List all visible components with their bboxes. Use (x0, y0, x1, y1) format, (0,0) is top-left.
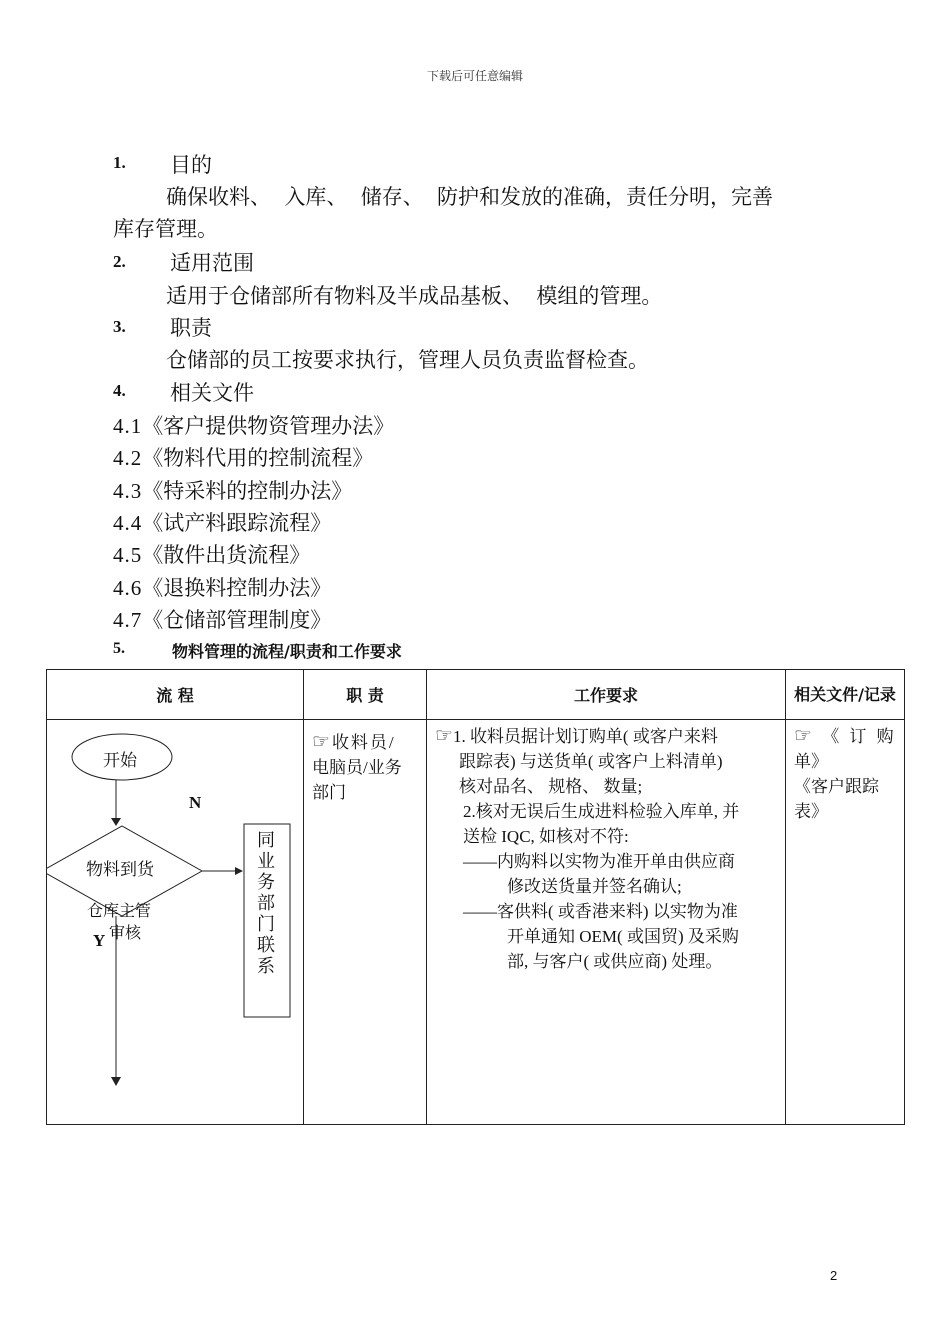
related-doc-title: 《散件出货流程》 (142, 543, 311, 567)
page-header: 下载后可任意编辑 (426, 69, 523, 83)
requirement-line (435, 724, 781, 749)
requirement-line: ——客供料( 或香港来料) 以实物为准 (463, 902, 738, 921)
related-doc-item (113, 572, 331, 602)
section-3-title: 职责 (170, 316, 212, 340)
requirement-line: 修改送货量并签名确认; (507, 877, 682, 896)
related-doc-number: 4.7 (113, 608, 143, 632)
approve-label-line-2: 审核 (109, 923, 142, 942)
table-header-row (47, 670, 905, 720)
docs-line-3: 《客户跟踪 (794, 777, 879, 796)
purpose-line-2: 库存管理。 (113, 217, 218, 241)
requirement-line: 2.核对无误后生成进料检验入库单, 并 (463, 802, 740, 821)
section-1-number: 1. (113, 153, 126, 172)
related-doc-item (113, 604, 331, 634)
table-row (47, 720, 905, 1125)
decision-label: 物料到货 (86, 860, 154, 880)
approve-label-line-1: 仓库主管 (87, 901, 152, 920)
section-3-number: 3. (113, 317, 126, 336)
pointing-hand-icon: ☞ (794, 725, 815, 747)
arrowhead-icon (111, 1077, 121, 1086)
requirement-line: ——内购料以实物为准开单由供应商 (463, 852, 735, 871)
requirements-cell (427, 720, 786, 1125)
header-requirements: 工作要求 (427, 670, 786, 720)
side-box-label: 同业务部门联系 (257, 830, 275, 977)
related-doc-item (113, 410, 394, 440)
related-doc-number: 4.4 (113, 511, 143, 535)
docs-line-2: 单》 (794, 752, 828, 771)
section-5-number: 5. (113, 640, 125, 657)
process-table (46, 669, 905, 1125)
related-doc-title: 《仓储部管理制度》 (142, 608, 332, 632)
scope-text: 适用于仓储部所有物料及半成品基板、 模组的管理。 (166, 284, 663, 308)
start-label: 开始 (103, 751, 137, 771)
related-doc-item (113, 442, 373, 472)
pointing-hand-icon: ☞ (435, 725, 453, 747)
section-2-title: 适用范围 (170, 251, 254, 275)
docs-text: 《 订 购 (822, 727, 897, 746)
docs-cell (786, 720, 905, 1125)
related-doc-number: 4.2 (113, 446, 143, 470)
requirement-line: 开单通知 OEM( 或国贸) 及采购 (507, 927, 739, 946)
related-doc-title: 《客户提供物资管理办法》 (142, 414, 395, 438)
pointing-hand-icon: ☞ (312, 731, 332, 753)
arrowhead-icon (111, 818, 121, 826)
section-1-title: 目的 (170, 153, 212, 177)
header-flow: 流 程 (47, 670, 304, 720)
related-doc-item (113, 475, 352, 505)
requirement-line: 核对品名、 规格、 数量; (459, 777, 643, 796)
yes-label: Y (93, 931, 106, 950)
related-doc-item (113, 507, 331, 537)
section-4-title: 相关文件 (170, 381, 254, 405)
related-doc-title: 《特采料的控制办法》 (142, 479, 353, 503)
related-doc-title: 《试产料跟踪流程》 (142, 511, 332, 535)
section-5-title: 物料管理的流程/职责和工作要求 (172, 642, 402, 661)
related-doc-number: 4.3 (113, 479, 143, 503)
related-doc-item (113, 539, 310, 569)
requirement-text: 1. 收料员据计划订购单( 或客户来料 (452, 727, 718, 746)
no-label: N (189, 793, 202, 812)
docs-line-4: 表》 (794, 802, 828, 821)
related-doc-number: 4.5 (113, 543, 143, 567)
requirement-line: 送检 IQC, 如核对不符: (463, 827, 629, 846)
requirement-line: 跟踪表) 与送货单( 或客户上料清单) (459, 752, 723, 771)
section-2-number: 2. (113, 252, 126, 271)
arrowhead-icon (235, 867, 243, 875)
duty-line-3: 部门 (312, 783, 346, 802)
purpose-line-1: 确保收料、 入库、 储存、 防护和发放的准确，责任分明，完善 (166, 185, 774, 209)
duty-line-2: 电脑员/业务 (312, 758, 402, 777)
section-4-number: 4. (113, 381, 126, 400)
duty-text: 收料员/ (331, 733, 396, 752)
docs-line-1 (794, 724, 898, 749)
page-number: 2 (830, 1268, 838, 1283)
duty-text: 仓储部的员工按要求执行，管理人员负责监督检查。 (166, 348, 649, 372)
header-related-docs: 相关文件/记录 (786, 670, 905, 720)
related-doc-title: 《物料代用的控制流程》 (142, 446, 374, 470)
requirement-line: 部, 与客户( 或供应商) 处理。 (507, 952, 723, 971)
flowchart (47, 720, 303, 1124)
header-duty: 职 责 (304, 670, 427, 720)
related-doc-number: 4.6 (113, 576, 143, 600)
flow-cell (47, 720, 304, 1125)
duty-cell (304, 720, 427, 1125)
related-doc-title: 《退换料控制办法》 (142, 576, 332, 600)
duty-line-1 (312, 730, 420, 755)
related-doc-number: 4.1 (113, 414, 143, 438)
